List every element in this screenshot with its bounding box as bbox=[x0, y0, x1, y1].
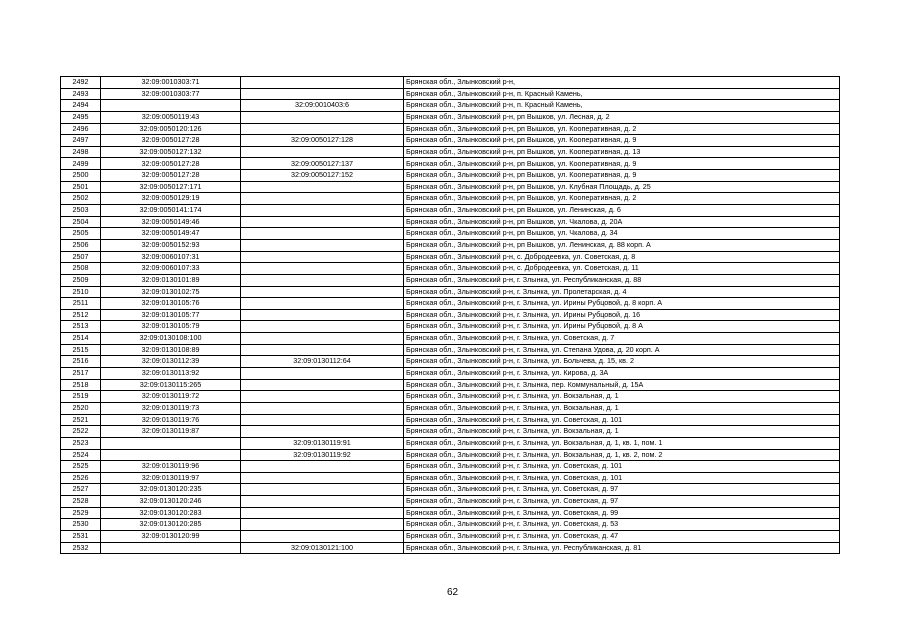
row-number-cell: 2492 bbox=[61, 77, 101, 89]
table-row bbox=[61, 274, 840, 286]
row-number-cell: 2530 bbox=[61, 519, 101, 531]
address-cell: Брянская обл., Злынковский р-н, г. Злынка, ул. Кирова, д. 3А bbox=[404, 368, 840, 380]
row-number-cell: 2506 bbox=[61, 239, 101, 251]
row-number-cell: 2519 bbox=[61, 391, 101, 403]
table-row bbox=[61, 193, 840, 205]
table-row bbox=[61, 379, 840, 391]
row-number-cell: 2500 bbox=[61, 170, 101, 182]
row-number-cell: 2520 bbox=[61, 402, 101, 414]
cadastral-number-cell: 32:09:0130120:246 bbox=[101, 496, 241, 508]
cadastral-number-cell: 32:09:0050149:46 bbox=[101, 216, 241, 228]
address-cell: Брянская обл., Злынковский р-н, г. Злынка, ул. Степана Удова, д. 20 корп. А bbox=[404, 344, 840, 356]
table-row bbox=[61, 426, 840, 438]
cadastral-number-cell: 32:09:0010303:77 bbox=[101, 88, 241, 100]
row-number-cell: 2514 bbox=[61, 333, 101, 345]
cadastral-number-cell: 32:09:0010303:71 bbox=[101, 77, 241, 89]
cadastral-number-cell: 32:09:0130120:283 bbox=[101, 507, 241, 519]
address-cell: Брянская обл., Злынковский р-н, рп Вышков, ул. Чкалова, д. 34 bbox=[404, 228, 840, 240]
table-row bbox=[61, 228, 840, 240]
row-number-cell: 2528 bbox=[61, 496, 101, 508]
row-number-cell: 2502 bbox=[61, 193, 101, 205]
related-cadastral-number-cell bbox=[241, 205, 404, 217]
row-number-cell: 2507 bbox=[61, 251, 101, 263]
row-number-cell: 2523 bbox=[61, 437, 101, 449]
related-cadastral-number-cell bbox=[241, 263, 404, 275]
row-number-cell: 2526 bbox=[61, 472, 101, 484]
table-row bbox=[61, 414, 840, 426]
cadastral-number-cell bbox=[101, 449, 241, 461]
address-cell: Брянская обл., Злынковский р-н, г. Злынка, ул. Советская, д. 101 bbox=[404, 414, 840, 426]
address-cell: Брянская обл., Злынковский р-н, г. Злынка, ул. Советская, д. 97 bbox=[404, 484, 840, 496]
row-number-cell: 2496 bbox=[61, 123, 101, 135]
table-row bbox=[61, 77, 840, 89]
address-cell: Брянская обл., Злынковский р-н, г. Злынка, ул. Советская, д. 101 bbox=[404, 461, 840, 473]
cadastral-number-cell: 32:09:0060107:31 bbox=[101, 251, 241, 263]
row-number-cell: 2529 bbox=[61, 507, 101, 519]
row-number-cell: 2517 bbox=[61, 368, 101, 380]
table-row bbox=[61, 251, 840, 263]
row-number-cell: 2501 bbox=[61, 181, 101, 193]
related-cadastral-number-cell bbox=[241, 321, 404, 333]
address-cell: Брянская обл., Злынковский р-н, г. Злынка, ул. Вокзальная, д. 1 bbox=[404, 402, 840, 414]
row-number-cell: 2504 bbox=[61, 216, 101, 228]
cadastral-number-cell: 32:09:0050127:171 bbox=[101, 181, 241, 193]
address-cell: Брянская обл., Злынковский р-н, рп Вышков, ул. Ленинская, д. 6 bbox=[404, 205, 840, 217]
row-number-cell: 2518 bbox=[61, 379, 101, 391]
row-number-cell: 2510 bbox=[61, 286, 101, 298]
table-row bbox=[61, 472, 840, 484]
related-cadastral-number-cell bbox=[241, 309, 404, 321]
row-number-cell: 2527 bbox=[61, 484, 101, 496]
cadastral-number-cell: 32:09:0130101:89 bbox=[101, 274, 241, 286]
table-row bbox=[61, 484, 840, 496]
address-cell: Брянская обл., Злынковский р-н, рп Вышков, ул. Чкалова, д. 20А bbox=[404, 216, 840, 228]
address-cell: Брянская обл., Злынковский р-н, п. Красный Камень, bbox=[404, 88, 840, 100]
related-cadastral-number-cell: 32:09:0050127:137 bbox=[241, 158, 404, 170]
row-number-cell: 2532 bbox=[61, 542, 101, 554]
related-cadastral-number-cell bbox=[241, 496, 404, 508]
address-cell: Брянская обл., Злынковский р-н, г. Злынка, ул. Республиканская, д. 88 bbox=[404, 274, 840, 286]
row-number-cell: 2509 bbox=[61, 274, 101, 286]
cadastral-number-cell: 32:09:0130115:265 bbox=[101, 379, 241, 391]
row-number-cell: 2521 bbox=[61, 414, 101, 426]
related-cadastral-number-cell: 32:09:0130119:92 bbox=[241, 449, 404, 461]
cadastral-number-cell: 32:09:0050129:19 bbox=[101, 193, 241, 205]
row-number-cell: 2493 bbox=[61, 88, 101, 100]
table-row bbox=[61, 333, 840, 345]
related-cadastral-number-cell bbox=[241, 251, 404, 263]
cadastral-number-cell: 32:09:0130120:99 bbox=[101, 530, 241, 542]
cadastral-number-cell: 32:09:0130108:100 bbox=[101, 333, 241, 345]
row-number-cell: 2508 bbox=[61, 263, 101, 275]
related-cadastral-number-cell bbox=[241, 519, 404, 531]
address-cell: Брянская обл., Злынковский р-н, г. Злынка, ул. Ирины Рубцовой, д. 8 А bbox=[404, 321, 840, 333]
related-cadastral-number-cell bbox=[241, 274, 404, 286]
related-cadastral-number-cell bbox=[241, 123, 404, 135]
row-number-cell: 2511 bbox=[61, 298, 101, 310]
table-row bbox=[61, 263, 840, 275]
related-cadastral-number-cell bbox=[241, 414, 404, 426]
cadastral-number-cell: 32:09:0050127:28 bbox=[101, 158, 241, 170]
related-cadastral-number-cell: 32:09:0130119:91 bbox=[241, 437, 404, 449]
cadastral-number-cell: 32:09:0130113:92 bbox=[101, 368, 241, 380]
cadastral-number-cell: 32:09:0130120:235 bbox=[101, 484, 241, 496]
row-number-cell: 2499 bbox=[61, 158, 101, 170]
property-registry-table bbox=[60, 76, 840, 554]
cadastral-number-cell: 32:09:0060107:33 bbox=[101, 263, 241, 275]
cadastral-number-cell: 32:09:0050119:43 bbox=[101, 111, 241, 123]
table-row bbox=[61, 135, 840, 147]
address-cell: Брянская обл., Злынковский р-н, bbox=[404, 77, 840, 89]
cadastral-number-cell: 32:09:0050127:28 bbox=[101, 135, 241, 147]
cadastral-number-cell: 32:09:0130119:96 bbox=[101, 461, 241, 473]
cadastral-number-cell: 32:09:0130105:77 bbox=[101, 309, 241, 321]
table-row bbox=[61, 391, 840, 403]
table-row bbox=[61, 216, 840, 228]
address-cell: Брянская обл., Злынковский р-н, г. Злынка, ул. Ирины Рубцовой, д. 8 корп. А bbox=[404, 298, 840, 310]
row-number-cell: 2495 bbox=[61, 111, 101, 123]
table-row bbox=[61, 158, 840, 170]
cadastral-number-cell: 32:09:0130119:72 bbox=[101, 391, 241, 403]
address-cell: Брянская обл., Злынковский р-н, п. Красный Камень, bbox=[404, 100, 840, 112]
related-cadastral-number-cell bbox=[241, 507, 404, 519]
related-cadastral-number-cell bbox=[241, 111, 404, 123]
related-cadastral-number-cell: 32:09:0130112:64 bbox=[241, 356, 404, 368]
row-number-cell: 2512 bbox=[61, 309, 101, 321]
address-cell: Брянская обл., Злынковский р-н, г. Злынка, ул. Пролетарская, д. 4 bbox=[404, 286, 840, 298]
cadastral-number-cell: 32:09:0050149:47 bbox=[101, 228, 241, 240]
row-number-cell: 2494 bbox=[61, 100, 101, 112]
related-cadastral-number-cell bbox=[241, 379, 404, 391]
row-number-cell: 2525 bbox=[61, 461, 101, 473]
address-cell: Брянская обл., Злынковский р-н, рп Вышков, ул. Клубная Площадь, д. 25 bbox=[404, 181, 840, 193]
row-number-cell: 2513 bbox=[61, 321, 101, 333]
related-cadastral-number-cell bbox=[241, 426, 404, 438]
table-row bbox=[61, 530, 840, 542]
table-row bbox=[61, 437, 840, 449]
related-cadastral-number-cell bbox=[241, 298, 404, 310]
address-cell: Брянская обл., Злынковский р-н, г. Злынка, ул. Советская, д. 101 bbox=[404, 472, 840, 484]
related-cadastral-number-cell: 32:09:0050127:152 bbox=[241, 170, 404, 182]
address-cell: Брянская обл., Злынковский р-н, рп Вышков, ул. Лесная, д. 2 bbox=[404, 111, 840, 123]
table-row bbox=[61, 507, 840, 519]
table-row bbox=[61, 239, 840, 251]
table-row bbox=[61, 519, 840, 531]
registry-table-body bbox=[61, 77, 840, 554]
address-cell: Брянская обл., Злынковский р-н, с. Добродеевка, ул. Советская, д. 8 bbox=[404, 251, 840, 263]
related-cadastral-number-cell bbox=[241, 228, 404, 240]
table-row bbox=[61, 344, 840, 356]
related-cadastral-number-cell bbox=[241, 333, 404, 345]
cadastral-number-cell: 32:09:0050152:93 bbox=[101, 239, 241, 251]
table-row bbox=[61, 496, 840, 508]
address-cell: Брянская обл., Злынковский р-н, г. Злынка, ул. Советская, д. 7 bbox=[404, 333, 840, 345]
table-row bbox=[61, 146, 840, 158]
address-cell: Брянская обл., Злынковский р-н, г. Злынка, ул. Вокзальная, д. 1, кв. 1, пом. 1 bbox=[404, 437, 840, 449]
address-cell: Брянская обл., Злынковский р-н, рп Вышков, ул. Кооперативная, д. 9 bbox=[404, 158, 840, 170]
row-number-cell: 2498 bbox=[61, 146, 101, 158]
address-cell: Брянская обл., Злынковский р-н, рп Вышков, ул. Кооперативная, д. 13 bbox=[404, 146, 840, 158]
cadastral-number-cell: 32:09:0130119:76 bbox=[101, 414, 241, 426]
address-cell: Брянская обл., Злынковский р-н, г. Злынка, ул. Советская, д. 47 bbox=[404, 530, 840, 542]
cadastral-number-cell: 32:09:0130105:79 bbox=[101, 321, 241, 333]
table-row bbox=[61, 321, 840, 333]
related-cadastral-number-cell: 32:09:0050127:128 bbox=[241, 135, 404, 147]
address-cell: Брянская обл., Злынковский р-н, рп Вышков, ул. Кооперативная, д. 2 bbox=[404, 193, 840, 205]
cadastral-number-cell bbox=[101, 100, 241, 112]
address-cell: Брянская обл., Злынковский р-н, г. Злынка, ул. Вокзальная, д. 1 bbox=[404, 391, 840, 403]
page-number: 62 bbox=[446, 587, 459, 598]
table-row bbox=[61, 449, 840, 461]
table-row bbox=[61, 461, 840, 473]
address-cell: Брянская обл., Злынковский р-н, с. Добродеевка, ул. Советская, д. 11 bbox=[404, 263, 840, 275]
address-cell: Брянская обл., Злынковский р-н, г. Злынка, ул. Республиканская, д. 81 bbox=[404, 542, 840, 554]
table-row bbox=[61, 309, 840, 321]
address-cell: Брянская обл., Злынковский р-н, г. Злынка, ул. Советская, д. 97 bbox=[404, 496, 840, 508]
cadastral-number-cell bbox=[101, 437, 241, 449]
cadastral-number-cell: 32:09:0050141:174 bbox=[101, 205, 241, 217]
cadastral-number-cell: 32:09:0130120:285 bbox=[101, 519, 241, 531]
table-row bbox=[61, 298, 840, 310]
row-number-cell: 2524 bbox=[61, 449, 101, 461]
row-number-cell: 2497 bbox=[61, 135, 101, 147]
cadastral-number-cell: 32:09:0130119:97 bbox=[101, 472, 241, 484]
table-row bbox=[61, 368, 840, 380]
cadastral-number-cell: 32:09:0130105:76 bbox=[101, 298, 241, 310]
row-number-cell: 2516 bbox=[61, 356, 101, 368]
address-cell: Брянская обл., Злынковский р-н, рп Вышков, ул. Ленинская, д. 88 корп. А bbox=[404, 239, 840, 251]
address-cell: Брянская обл., Злынковский р-н, г. Злынка, ул. Вокзальная, д. 1 bbox=[404, 426, 840, 438]
related-cadastral-number-cell: 32:09:0010403:6 bbox=[241, 100, 404, 112]
related-cadastral-number-cell bbox=[241, 402, 404, 414]
table-row bbox=[61, 542, 840, 554]
row-number-cell: 2515 bbox=[61, 344, 101, 356]
table-row bbox=[61, 88, 840, 100]
row-number-cell: 2522 bbox=[61, 426, 101, 438]
table-row bbox=[61, 205, 840, 217]
cadastral-number-cell: 32:09:0130108:89 bbox=[101, 344, 241, 356]
table-row bbox=[61, 170, 840, 182]
address-cell: Брянская обл., Злынковский р-н, рп Вышков, ул. Кооперативная, д. 2 bbox=[404, 123, 840, 135]
cadastral-number-cell bbox=[101, 542, 241, 554]
row-number-cell: 2503 bbox=[61, 205, 101, 217]
related-cadastral-number-cell bbox=[241, 193, 404, 205]
address-cell: Брянская обл., Злынковский р-н, г. Злынка, пер. Коммунальный, д. 15А bbox=[404, 379, 840, 391]
related-cadastral-number-cell bbox=[241, 286, 404, 298]
table-row bbox=[61, 111, 840, 123]
table-row bbox=[61, 356, 840, 368]
address-cell: Брянская обл., Злынковский р-н, г. Злынка, ул. Советская, д. 53 bbox=[404, 519, 840, 531]
cadastral-number-cell: 32:09:0130119:73 bbox=[101, 402, 241, 414]
cadastral-number-cell: 32:09:0130102:75 bbox=[101, 286, 241, 298]
related-cadastral-number-cell bbox=[241, 484, 404, 496]
address-cell: Брянская обл., Злынковский р-н, г. Злынка, ул. Советская, д. 99 bbox=[404, 507, 840, 519]
address-cell: Брянская обл., Злынковский р-н, рп Вышков, ул. Кооперативная, д. 9 bbox=[404, 135, 840, 147]
cadastral-number-cell: 32:09:0050127:28 bbox=[101, 170, 241, 182]
row-number-cell: 2505 bbox=[61, 228, 101, 240]
related-cadastral-number-cell bbox=[241, 530, 404, 542]
table-row bbox=[61, 123, 840, 135]
related-cadastral-number-cell bbox=[241, 472, 404, 484]
related-cadastral-number-cell bbox=[241, 391, 404, 403]
related-cadastral-number-cell bbox=[241, 368, 404, 380]
related-cadastral-number-cell bbox=[241, 461, 404, 473]
related-cadastral-number-cell: 32:09:0130121:100 bbox=[241, 542, 404, 554]
address-cell: Брянская обл., Злынковский р-н, г. Злынка, ул. Ирины Рубцовой, д. 16 bbox=[404, 309, 840, 321]
cadastral-number-cell: 32:09:0050120:126 bbox=[101, 123, 241, 135]
related-cadastral-number-cell bbox=[241, 181, 404, 193]
row-number-cell: 2531 bbox=[61, 530, 101, 542]
related-cadastral-number-cell bbox=[241, 77, 404, 89]
cadastral-number-cell: 32:09:0130112:39 bbox=[101, 356, 241, 368]
address-cell: Брянская обл., Злынковский р-н, г. Злынка, ул. Вокзальная, д. 1, кв. 2, пом. 2 bbox=[404, 449, 840, 461]
related-cadastral-number-cell bbox=[241, 216, 404, 228]
related-cadastral-number-cell bbox=[241, 344, 404, 356]
address-cell: Брянская обл., Злынковский р-н, рп Вышков, ул. Кооперативная, д. 9 bbox=[404, 170, 840, 182]
address-cell: Брянская обл., Злынковский р-н, г. Злынка, ул. Больчева, д. 15, кв. 2 bbox=[404, 356, 840, 368]
table-row bbox=[61, 402, 840, 414]
table-row bbox=[61, 100, 840, 112]
related-cadastral-number-cell bbox=[241, 239, 404, 251]
cadastral-number-cell: 32:09:0130119:87 bbox=[101, 426, 241, 438]
related-cadastral-number-cell bbox=[241, 88, 404, 100]
cadastral-number-cell: 32:09:0050127:132 bbox=[101, 146, 241, 158]
related-cadastral-number-cell bbox=[241, 146, 404, 158]
table-row bbox=[61, 181, 840, 193]
table-row bbox=[61, 286, 840, 298]
